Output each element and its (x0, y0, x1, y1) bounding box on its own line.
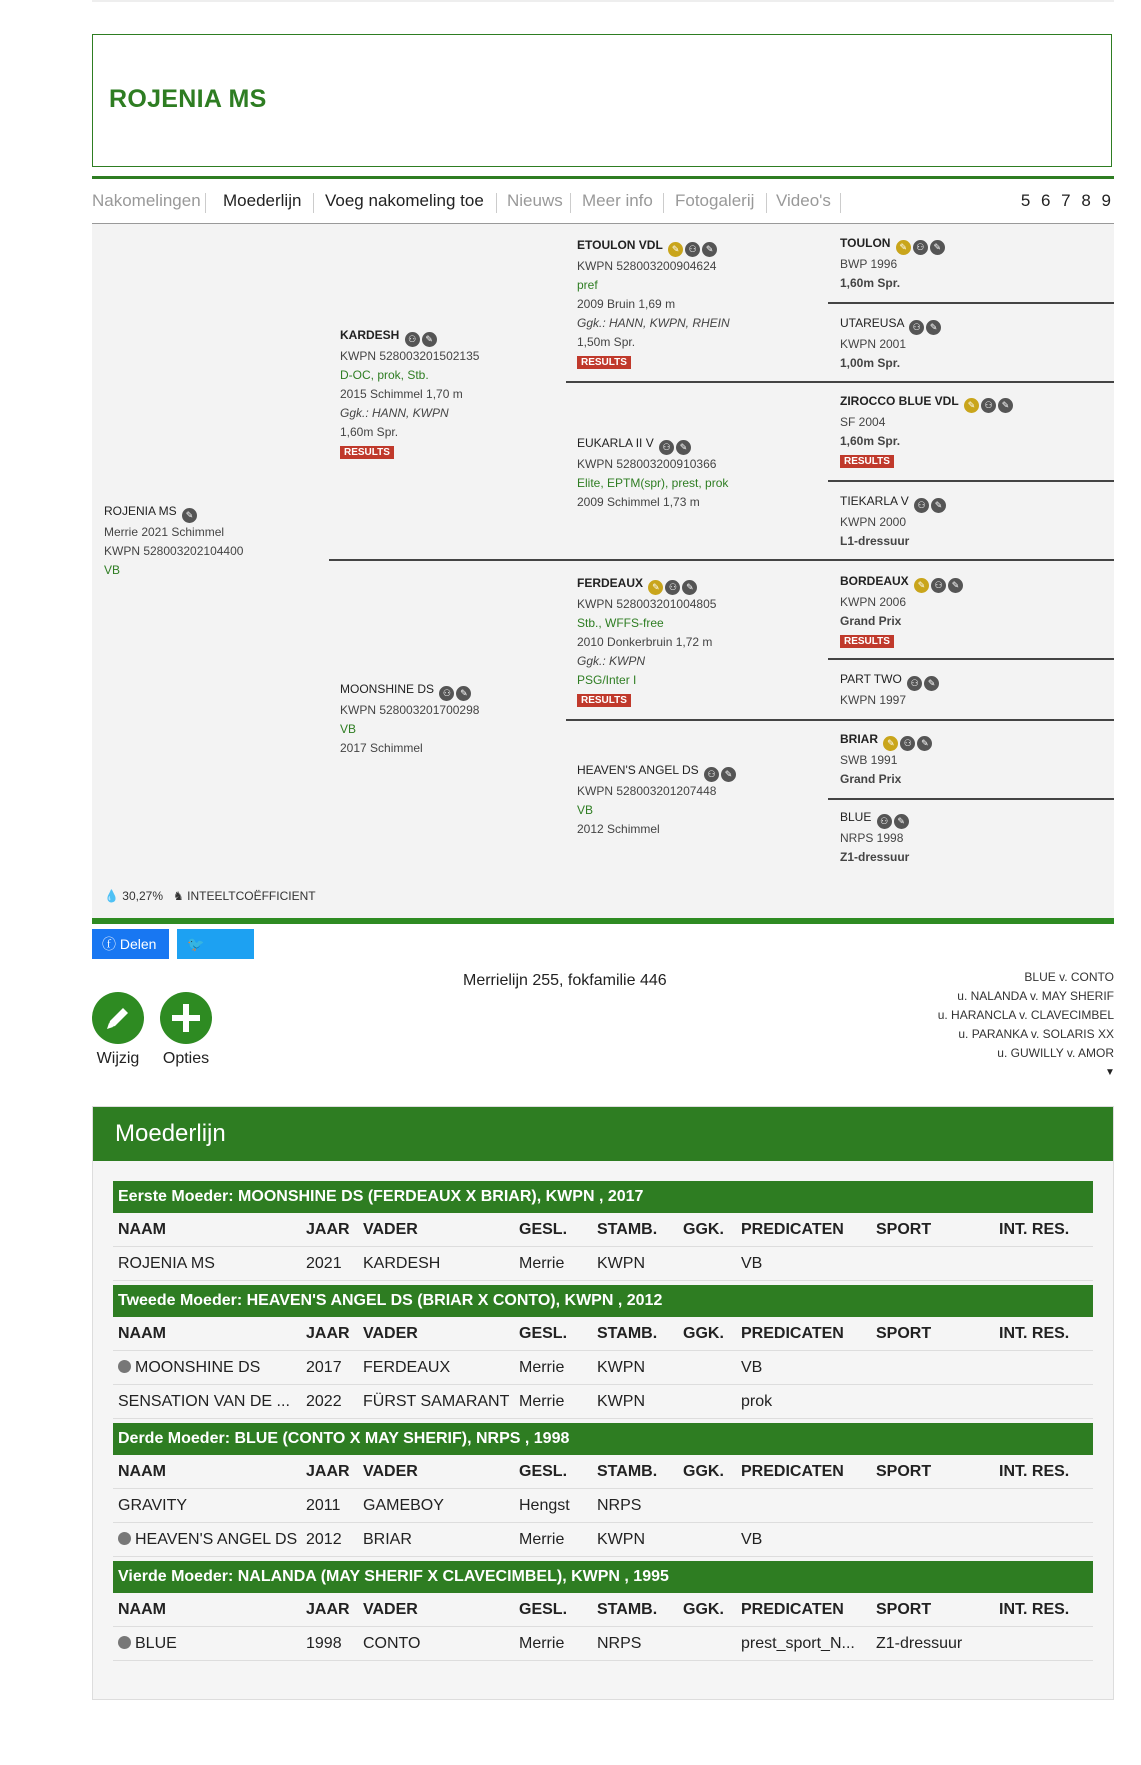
cell-predicaten: VB (741, 1255, 763, 1272)
plus-icon (160, 992, 212, 1044)
horse-predicate: pref (577, 278, 598, 292)
cell-vader[interactable]: CONTO (363, 1635, 421, 1652)
col-jaar[interactable]: JAAR (306, 1325, 350, 1342)
horse-name[interactable]: EUKARLA II V (577, 436, 654, 450)
drop-icon: 💧 (104, 889, 119, 903)
table-header (113, 1455, 1093, 1489)
horse-registration: KWPN 528003201700298 (340, 703, 480, 717)
col-naam[interactable]: NAAM (118, 1221, 166, 1238)
horse-name[interactable]: HEAVEN'S ANGEL DS (577, 763, 699, 777)
tab-meer-info[interactable]: Meer info (582, 191, 653, 210)
col-naam[interactable]: NAAM (118, 1601, 166, 1618)
horse-name[interactable]: PART TWO (840, 672, 902, 686)
table-row[interactable] (113, 1247, 1093, 1281)
cell-jaar: 2021 (306, 1255, 342, 1272)
col-int-res[interactable]: INT. RES. (999, 1463, 1070, 1480)
cell-gesl: Merrie (519, 1393, 565, 1410)
section-header: Derde Moeder: BLUE (CONTO X MAY SHERIF), NRPS , 1998 (113, 1423, 1093, 1455)
horse-predicate: VB (340, 722, 357, 736)
family-icon[interactable]: ⚇ (900, 736, 915, 751)
horse-studbooks: Ggk.: HANN, KWPN (340, 406, 449, 420)
lineage-line: BLUE v. CONTO (1024, 970, 1114, 984)
sport-icon[interactable]: ✎ (648, 580, 663, 595)
horse-sport: Grand Prix (840, 614, 902, 628)
inbreeding-label[interactable]: INTEELTCOËFFICIENT (187, 889, 316, 903)
cell-gesl: Merrie (519, 1635, 565, 1652)
horse-info: 2009 Bruin 1,69 m (577, 297, 676, 311)
lineage-line: u. PARANKA v. SOLARIS XX (958, 1027, 1114, 1041)
horse-predicate: VB (104, 563, 121, 577)
horse-sport: L1-dressuur (840, 534, 910, 548)
facebook-icon: ⓕ (102, 936, 116, 952)
col-ggk[interactable]: GGK. (683, 1221, 724, 1238)
table-row[interactable] (113, 1385, 1093, 1419)
pedigree-gg-7 (840, 730, 932, 789)
cell-naam[interactable]: ROJENIA MS (118, 1255, 215, 1272)
pedigree-sire-sire (577, 236, 730, 371)
results-badge[interactable]: RESULTS (577, 356, 631, 369)
col-gesl[interactable]: GESL. (519, 1325, 568, 1342)
pedigree-tree (92, 224, 1114, 918)
col-int-res[interactable]: INT. RES. (999, 1325, 1070, 1342)
col-sport[interactable]: SPORT (876, 1221, 932, 1238)
horse-registration: KWPN 528003202104400 (104, 544, 244, 558)
results-badge[interactable]: RESULTS (340, 446, 394, 459)
cell-sport: Z1-dressuur (876, 1635, 963, 1652)
tab-separator (205, 193, 206, 213)
results-badge[interactable]: RESULTS (577, 694, 631, 707)
options-button[interactable] (158, 992, 214, 1068)
cell-vader[interactable]: FÜRST SAMARANT (363, 1393, 510, 1410)
section-header: Vierde Moeder: NALANDA (MAY SHERIF X CLAVECIMBEL), KWPN , 1995 (113, 1561, 1093, 1593)
horse-name[interactable]: ZIROCCO BLUE VDL (840, 394, 959, 408)
family-icon[interactable]: ⚇ (659, 440, 674, 455)
col-sport[interactable]: SPORT (876, 1601, 932, 1618)
edit-icon[interactable]: ✎ (422, 332, 437, 347)
tab-separator (313, 193, 314, 213)
col-predicaten[interactable]: PREDICATEN (741, 1221, 844, 1238)
pedigree-gg-8 (840, 808, 909, 867)
horse-registration: KWPN 528003201004805 (577, 597, 717, 611)
col-naam[interactable]: NAAM (118, 1463, 166, 1480)
horse-registration: KWPN 528003201502135 (340, 349, 480, 363)
pedigree-subject (104, 502, 243, 580)
pedigree-gg-2 (840, 314, 941, 373)
table-row[interactable] (113, 1489, 1093, 1523)
col-vader[interactable]: VADER (363, 1325, 418, 1342)
cell-gesl: Merrie (519, 1359, 565, 1376)
pedigree-gg-4 (840, 492, 946, 551)
tab-voeg-nakomeling-toe[interactable]: Voeg nakomeling toe (325, 191, 484, 210)
col-vader[interactable]: VADER (363, 1221, 418, 1238)
cell-naam[interactable] (118, 1351, 260, 1385)
horse-info: 2015 Schimmel 1,70 m (340, 387, 463, 401)
pedigree-divider (828, 302, 1114, 304)
pedigree-divider (329, 559, 1114, 561)
col-jaar[interactable]: JAAR (306, 1463, 350, 1480)
cell-stamb: NRPS (597, 1497, 642, 1514)
pedigree-divider (828, 480, 1114, 482)
cell-stamb: KWPN (597, 1359, 645, 1376)
horse-registration: KWPN 2001 (840, 337, 907, 351)
pedigree-gg-6 (840, 670, 939, 710)
twitter-share-button[interactable] (177, 929, 254, 982)
panel-header (93, 1107, 1113, 1161)
cell-gesl: Merrie (519, 1531, 565, 1548)
edit-icon[interactable]: ✎ (930, 240, 945, 255)
cell-jaar: 1998 (306, 1635, 342, 1652)
edit-icon[interactable]: ✎ (676, 440, 691, 455)
tab-separator (663, 193, 664, 213)
results-badge[interactable]: RESULTS (840, 635, 894, 648)
cell-vader[interactable]: FERDEAUX (363, 1359, 451, 1376)
col-stamb[interactable]: STAMB. (597, 1601, 658, 1618)
family-icon[interactable]: ⚇ (981, 398, 996, 413)
tab-nieuws[interactable]: Nieuws (507, 191, 563, 210)
col-ggk[interactable]: GGK. (683, 1325, 724, 1342)
horse-studbooks: Ggk.: HANN, KWPN, RHEIN (577, 316, 730, 330)
horse-registration: KWPN 1997 (840, 693, 907, 707)
top-divider (92, 0, 1114, 2)
cell-gesl: Hengst (519, 1497, 570, 1514)
cell-jaar: 2017 (306, 1359, 342, 1376)
cell-naam-text[interactable]: BLUE (135, 1635, 177, 1652)
edit-icon[interactable]: ✎ (924, 676, 939, 691)
col-predicaten[interactable]: PREDICATEN (741, 1463, 844, 1480)
horse-registration: KWPN 528003200904624 (577, 259, 717, 273)
cell-vader[interactable]: KARDESH (363, 1255, 441, 1272)
tab-separator (840, 193, 841, 213)
cell-naam[interactable] (118, 1627, 177, 1661)
horse-registration: KWPN 528003201207448 (577, 784, 717, 798)
cell-predicaten: VB (741, 1531, 763, 1548)
cell-jaar: 2011 (306, 1497, 341, 1514)
edit-label: Wijzig (96, 1050, 140, 1067)
horse-studbooks: Ggk.: KWPN (577, 654, 646, 668)
horse-info: 2009 Schimmel 1,73 m (577, 495, 700, 509)
cell-predicaten: prok (741, 1393, 773, 1410)
col-ggk[interactable]: GGK. (683, 1463, 724, 1480)
horse-name[interactable]: ETOULON VDL (577, 238, 663, 252)
horse-registration: SF 2004 (840, 415, 886, 429)
horse-sport: Z1-dressuur (840, 850, 910, 864)
horse-name[interactable]: FERDEAUX (577, 576, 644, 590)
family-icon[interactable]: ⚇ (665, 580, 680, 595)
edit-icon[interactable]: ✎ (926, 320, 941, 335)
col-jaar[interactable]: JAAR (306, 1221, 350, 1238)
family-icon[interactable] (118, 1532, 131, 1545)
horse-sport: 1,60m Spr. (840, 276, 901, 290)
cell-predicaten: VB (741, 1359, 763, 1376)
pedigree-gg-3 (840, 392, 1013, 470)
horse-icon: ♞ (173, 889, 184, 903)
facebook-share-button[interactable] (92, 929, 169, 959)
pedigree-gg-1 (840, 234, 945, 293)
horse-registration: KWPN 2000 (840, 515, 907, 529)
family-icon[interactable]: ⚇ (913, 240, 928, 255)
cell-stamb: KWPN (597, 1255, 645, 1272)
results-badge[interactable]: RESULTS (840, 455, 894, 468)
family-icon[interactable]: ⚇ (704, 767, 719, 782)
cell-naam[interactable] (118, 1523, 297, 1557)
table-row[interactable] (113, 1523, 1093, 1557)
pedigree-dam-sire (577, 574, 716, 709)
options-label: Opties (162, 1050, 210, 1067)
cell-stamb: KWPN (597, 1531, 645, 1548)
merrielijn-info: Merrielijn 255, fokfamilie 446 (463, 972, 667, 989)
col-predicaten[interactable]: PREDICATEN (741, 1325, 844, 1342)
horse-info: 2010 Donkerbruin 1,72 m (577, 635, 713, 649)
table-row[interactable] (113, 1627, 1093, 1661)
table-header (113, 1213, 1093, 1247)
family-icon[interactable]: ⚇ (931, 578, 946, 593)
family-icon[interactable]: ⚇ (907, 676, 922, 691)
share-label: Delen (187, 966, 224, 982)
col-int-res[interactable]: INT. RES. (999, 1601, 1070, 1618)
pedigree-divider (566, 381, 1114, 383)
edit-icon[interactable]: ✎ (702, 242, 717, 257)
cell-vader[interactable]: BRIAR (363, 1531, 412, 1548)
section-header: Eerste Moeder: MOONSHINE DS (FERDEAUX X BRIAR), KWPN , 2017 (113, 1181, 1093, 1213)
table-header (113, 1317, 1093, 1351)
horse-registration: KWPN 528003200910366 (577, 457, 717, 471)
horse-sport: PSG/Inter I (577, 673, 637, 687)
horse-info: 2017 Schimmel (340, 741, 423, 755)
horse-info: Merrie 2021 Schimmel (104, 525, 225, 539)
family-icon[interactable]: ⚇ (909, 320, 924, 335)
horse-sport: 1,60m Spr. (840, 434, 901, 448)
edit-icon[interactable]: ✎ (917, 736, 932, 751)
col-gesl[interactable]: GESL. (519, 1463, 568, 1480)
horse-predicate: VB (577, 803, 594, 817)
pedigree-divider (828, 658, 1114, 660)
pedigree-gg-5 (840, 572, 963, 650)
horse-name[interactable]: ROJENIA MS (104, 504, 177, 518)
edit-icon[interactable]: ✎ (894, 814, 909, 829)
table-header (113, 1593, 1093, 1627)
edit-icon[interactable]: ✎ (682, 580, 697, 595)
edit-button[interactable] (90, 992, 146, 1068)
cell-stamb: KWPN (597, 1393, 645, 1410)
family-icon[interactable]: ⚇ (877, 814, 892, 829)
pagination[interactable]: 5 6 7 8 9 (1020, 191, 1114, 210)
cell-naam[interactable]: SENSATION VAN DE ... (118, 1393, 290, 1410)
family-icon[interactable]: ⚇ (405, 332, 420, 347)
cell-jaar: 2012 (306, 1531, 342, 1548)
tab-separator (570, 193, 571, 213)
horse-sport: Grand Prix (840, 772, 902, 786)
tab-videos[interactable]: Video's (776, 191, 831, 210)
dam-lineage (938, 968, 1114, 1063)
horse-registration: KWPN 2006 (840, 595, 907, 609)
horse-name[interactable]: KARDESH (340, 328, 400, 342)
edit-icon[interactable]: ✎ (931, 498, 946, 513)
pedigree-divider (828, 798, 1114, 800)
moederlijn-panel (92, 1106, 1114, 1700)
family-icon[interactable]: ⚇ (439, 686, 454, 701)
caret-down-icon[interactable]: ▼ (1105, 1067, 1115, 1078)
horse-name[interactable]: BLUE (840, 810, 872, 824)
title-box (92, 34, 1112, 167)
pedigree-sire (340, 326, 479, 461)
pedigree-dam (340, 680, 479, 758)
cell-naam-text[interactable]: HEAVEN'S ANGEL DS (135, 1531, 298, 1548)
edit-icon[interactable]: ✎ (182, 508, 197, 523)
col-stamb[interactable]: STAMB. (597, 1325, 658, 1342)
inbreeding-value: 30,27% (122, 889, 163, 903)
col-jaar[interactable]: JAAR (306, 1601, 350, 1618)
horse-sport: 1,50m Spr. (577, 335, 636, 349)
col-sport[interactable]: SPORT (876, 1463, 932, 1480)
horse-sport: 1,00m Spr. (840, 356, 901, 370)
sport-icon[interactable]: ✎ (668, 242, 683, 257)
twitter-icon: 🐦 (187, 936, 205, 952)
horse-info: 2012 Schimmel (577, 822, 660, 836)
tab-fotogalerij[interactable]: Fotogalerij (675, 191, 755, 210)
tab-bar (92, 176, 1114, 224)
col-gesl[interactable]: GESL. (519, 1601, 568, 1618)
horse-name[interactable]: UTAREUSA (840, 316, 904, 330)
cell-gesl: Merrie (519, 1255, 565, 1272)
col-ggk[interactable]: GGK. (683, 1601, 724, 1618)
tab-nakomelingen[interactable]: Nakomelingen (92, 191, 201, 210)
col-stamb[interactable]: STAMB. (597, 1221, 658, 1238)
family-icon[interactable]: ⚇ (685, 242, 700, 257)
sport-icon[interactable]: ✎ (896, 240, 911, 255)
edit-icon[interactable]: ✎ (948, 578, 963, 593)
family-icon[interactable]: ⚇ (914, 498, 929, 513)
lineage-line: u. HARANCLA v. CLAVECIMBEL (937, 1008, 1114, 1022)
family-icon[interactable] (118, 1636, 131, 1649)
cell-naam[interactable]: GRAVITY (118, 1497, 188, 1514)
sport-icon[interactable]: ✎ (914, 578, 929, 593)
cell-stamb: NRPS (597, 1635, 642, 1652)
green-divider (92, 918, 1114, 924)
inbreeding-info (104, 889, 316, 903)
col-sport[interactable]: SPORT (876, 1325, 932, 1342)
tab-moederlijn[interactable]: Moederlijn (223, 191, 302, 210)
lineage-line: u. NALANDA v. MAY SHERIF (957, 989, 1114, 1003)
tab-separator (766, 193, 767, 213)
col-gesl[interactable]: GESL. (519, 1221, 568, 1238)
horse-name[interactable]: TOULON (840, 236, 891, 250)
cell-vader[interactable]: GAMEBOY (363, 1497, 444, 1514)
horse-predicate: Elite, EPTM(spr), prest, prok (577, 476, 729, 490)
horse-predicate: Stb., WFFS-free (577, 616, 664, 630)
family-icon[interactable] (118, 1360, 131, 1373)
horse-registration: NRPS 1998 (840, 831, 904, 845)
page-title: ROJENIA MS (109, 85, 267, 113)
edit-icon[interactable]: ✎ (721, 767, 736, 782)
table-row[interactable] (113, 1351, 1093, 1385)
col-naam[interactable]: NAAM (118, 1325, 166, 1342)
section-header: Tweede Moeder: HEAVEN'S ANGEL DS (BRIAR X CONTO), KWPN , 2012 (113, 1285, 1093, 1317)
col-vader[interactable]: VADER (363, 1463, 418, 1480)
pedigree-sire-dam (577, 434, 728, 512)
horse-registration: BWP 1996 (840, 257, 898, 271)
share-label: Delen (119, 936, 157, 952)
pedigree-dam-dam (577, 761, 736, 839)
horse-registration: SWB 1991 (840, 753, 898, 767)
tab-separator (496, 193, 497, 213)
pencil-icon (92, 992, 144, 1044)
cell-naam-text[interactable]: MOONSHINE DS (135, 1359, 261, 1376)
col-int-res[interactable]: INT. RES. (999, 1221, 1070, 1238)
col-stamb[interactable]: STAMB. (597, 1463, 658, 1480)
panel-title: Moederlijn (115, 1120, 226, 1147)
sport-icon[interactable]: ✎ (883, 736, 898, 751)
edit-icon[interactable]: ✎ (998, 398, 1013, 413)
cell-jaar: 2022 (306, 1393, 342, 1410)
pedigree-divider (566, 719, 1114, 721)
lineage-line: u. GUWILLY v. AMOR (997, 1046, 1114, 1060)
horse-name[interactable]: TIEKARLA V (840, 494, 909, 508)
horse-sport: 1,60m Spr. (340, 425, 399, 439)
col-predicaten[interactable]: PREDICATEN (741, 1601, 844, 1618)
horse-predicate: D-OC, prok, Stb. (340, 368, 429, 382)
horse-name[interactable]: MOONSHINE DS (340, 682, 435, 696)
edit-icon[interactable]: ✎ (456, 686, 471, 701)
horse-name[interactable]: BRIAR (840, 732, 878, 746)
cell-predicaten: prest_sport_N... (741, 1635, 855, 1652)
sport-icon[interactable]: ✎ (964, 398, 979, 413)
horse-name[interactable]: BORDEAUX (840, 574, 909, 588)
col-vader[interactable]: VADER (363, 1601, 418, 1618)
